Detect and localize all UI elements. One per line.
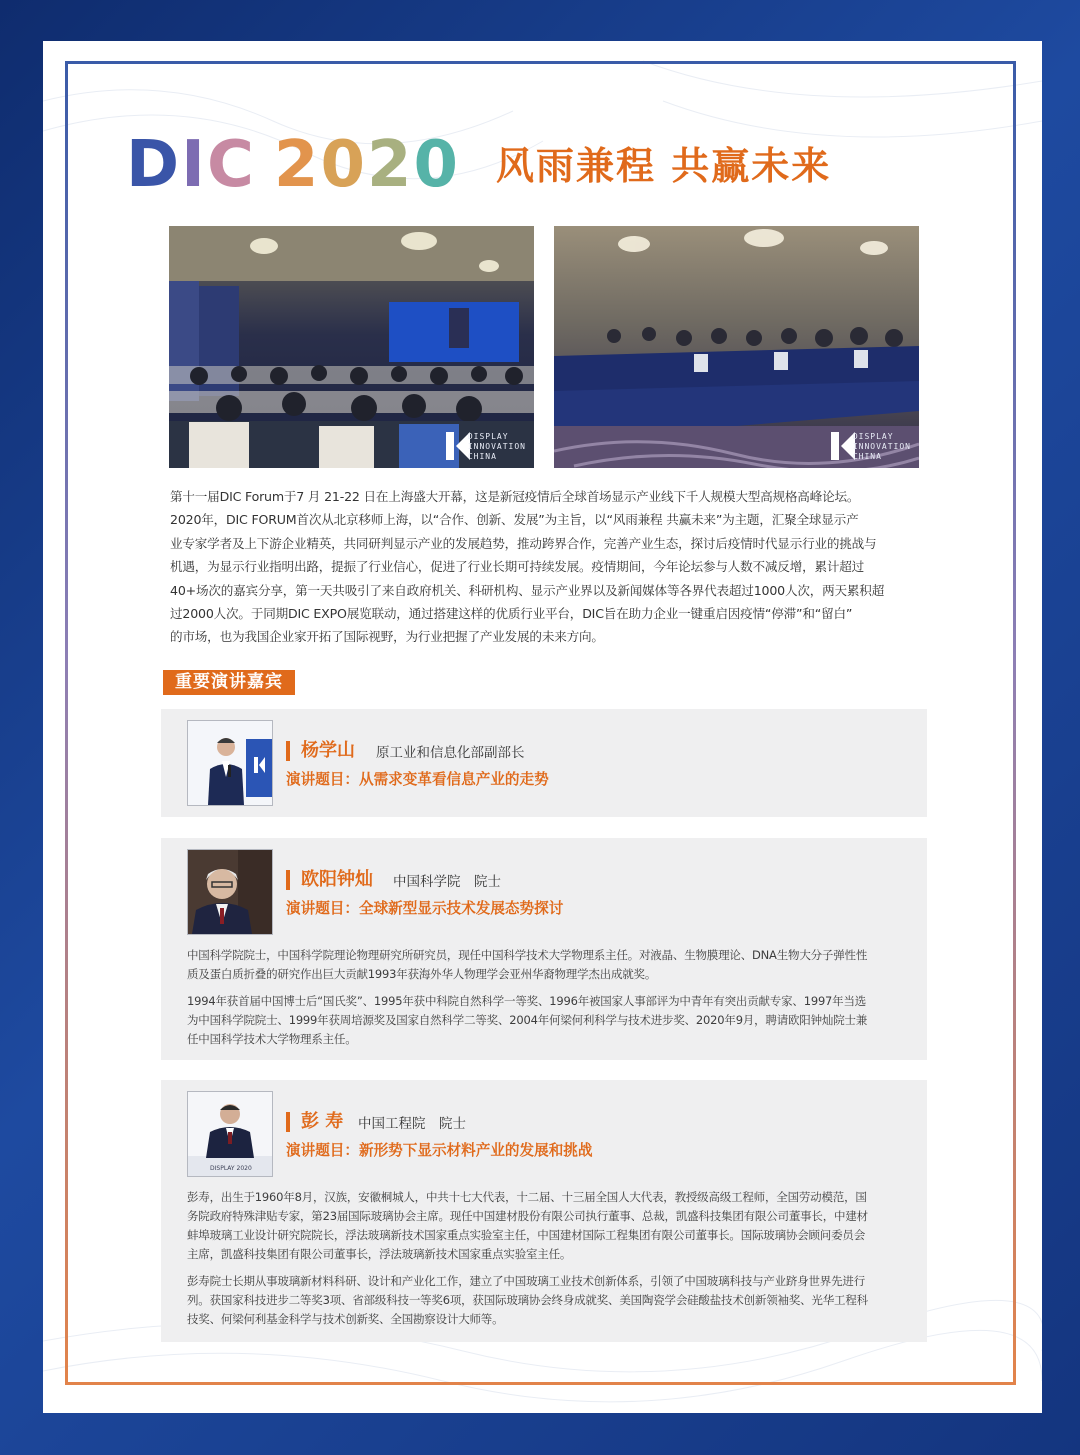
bio-line: 蚌埠玻璃工业设计研究院院长，浮法玻璃新技术国家重点实验室主任，中国建材国际工程集团有限公司董事长。国际玻璃协会顾问委员会 [187,1228,865,1242]
bio-line: 列。获国家科技进步二等奖3项、省部级科技一等奖6项，获国际玻璃协会终身成就奖、美国陶瓷学会硅酸盐技术创新领袖奖、光华工程科 [187,1293,868,1307]
speaker-bio [187,992,909,1049]
intro-line: 40+场次的嘉宾分享，第一天共吸引了来自政府机关、科研机构、显示产业界以及新闻媒体等各界代表超过1000人次，两天累积超 [170,582,885,598]
speaker-name: 欧阳钟灿 [301,869,373,890]
bio-line: 质及蛋白质折叠的研究作出巨大贡献1993年获海外华人物理学会亚州华裔物理学杰出成就奖。 [187,967,657,981]
dic-2020-logo [126,130,460,200]
logo-letter [256,130,274,200]
logo-letter: 2 [273,128,321,202]
logo-letter: 0 [413,128,461,202]
logo-letter: C [206,128,256,202]
forum-audience-photo [554,226,919,468]
intro-line: 过2000人次。于同期DIC EXPO展览联动，通过搭建这样的优质行业平台，DIC旨在助力企业一键重启因疫情“停滞”和“留白” [170,606,853,622]
speaker-card [161,838,927,1060]
speaker-topic: 演讲题目：新形势下显示材料产业的发展和挑战 [286,1142,593,1159]
speaker-photo [187,1091,273,1177]
intro-line: 机遇，为显示行业指明出路，提振了行业信心，促进了行业长期可持续发展。疫情期间，今年论坛参与人数不减反增，累计超过 [170,559,865,575]
bio-line: 技奖、何梁何利基金科学与技术创新奖、全国勘察设计大师等。 [187,1312,504,1326]
intro-line: 的市场，也为我国企业家开拓了国际视野，为行业把握了产业发展的未来方向。 [170,629,604,645]
forum-hall-photo [169,226,534,468]
accent-bar [286,870,290,890]
intro-paragraph [170,485,926,649]
logo-letter: D [126,128,182,202]
speaker-name: 杨学山 [301,740,355,761]
speaker-bio [187,1272,909,1329]
speaker-bio [187,946,909,984]
speaker-topic: 演讲题目：全球新型显示技术发展态势探讨 [286,900,564,917]
speaker-photo [187,720,273,806]
speaker-bio [187,1188,909,1264]
svg-text:DISPLAY 2020: DISPLAY 2020 [210,1165,252,1172]
intro-line: 2020年，DIC FORUM首次从北京移师上海，以“合作、创新、发展”为主旨，以“风雨兼程 共赢未来”为主题，汇聚全球显示产 [170,512,859,528]
speaker-name: 彭 寿 [301,1111,344,1132]
bio-line: 任中国科学技术大学物理系主任。 [187,1032,357,1046]
bio-line: 彭寿院士长期从事玻璃新材料科研、设计和产业化工作，建立了中国玻璃工业技术创新体系，引领了中国玻璃科技与产业跻身世界先进行 [187,1274,865,1288]
speaker-title: 原工业和信息化部副部长 [376,745,525,761]
speaker-title: 中国科学院 院士 [393,874,501,890]
slogan: 风雨兼程 共赢未来 [496,144,832,188]
logo-letter: 2 [366,128,414,202]
accent-bar [286,741,290,761]
speaker-title: 中国工程院 院士 [358,1116,466,1132]
bio-line: 1994年获首届中国博士后“国氏奖”、1995年获中科院自然科学一等奖、1996年被国家人事部评为中青年有突出贡献专家、1997年当选 [187,994,867,1008]
speaker-topic: 演讲题目：从需求变革看信息产业的走势 [286,771,549,788]
intro-line: 第十一届DIC Forum于7 月 21-22 日在上海盛大开幕，这是新冠疫情后全球首场显示产业线下千人规模大型高规格高峰论坛。 [170,489,860,504]
bio-line: 主席，凯盛科技集团有限公司董事长，浮法玻璃新技术国家重点实验室主任。 [187,1247,572,1261]
logo-letter: I [181,128,207,202]
bio-line: 彭寿，出生于1960年8月，汉族，安徽桐城人，中共十七大代表，十二届、十三届全国人大代表，教授级高级工程师，全国劳动模范，国 [187,1190,867,1204]
bio-line: 务院政府特殊津贴专家，第23届国际玻璃协会主席。现任中国建材股份有限公司执行董事、总裁，凯盛科技集团有限公司董事长，中建材 [187,1209,868,1223]
header [126,130,886,200]
speaker-photo [187,849,273,935]
accent-bar [286,1112,290,1132]
bio-line: 中国科学院院士，中国科学院理论物理研究所研究员，现任中国科学技术大学物理系主任。对液晶、生物膜理论、DNA生物大分子弹性性 [187,948,868,962]
logo-letter: 0 [320,128,367,202]
speaker-card [161,709,927,817]
intro-line: 业专家学者及上下游企业精英，共同研判显示产业的发展趋势，推动跨界合作，完善产业生态，探讨后疫情时代显示行业的挑战与 [170,535,877,551]
speaker-card [161,1080,927,1342]
section-heading: 重要演讲嘉宾 [163,670,295,695]
photo-caption: DISPLAY INNOVATION CHINA [467,432,526,461]
bio-line: 为中国科学院院士、1999年获周培源奖及国家自然科学二等奖、2004年何梁何利科学与技术进步奖、2020年9月，聘请欧阳钟灿院士兼 [187,1013,868,1027]
photo-caption: DISPLAY INNOVATION CHINA [852,432,911,461]
